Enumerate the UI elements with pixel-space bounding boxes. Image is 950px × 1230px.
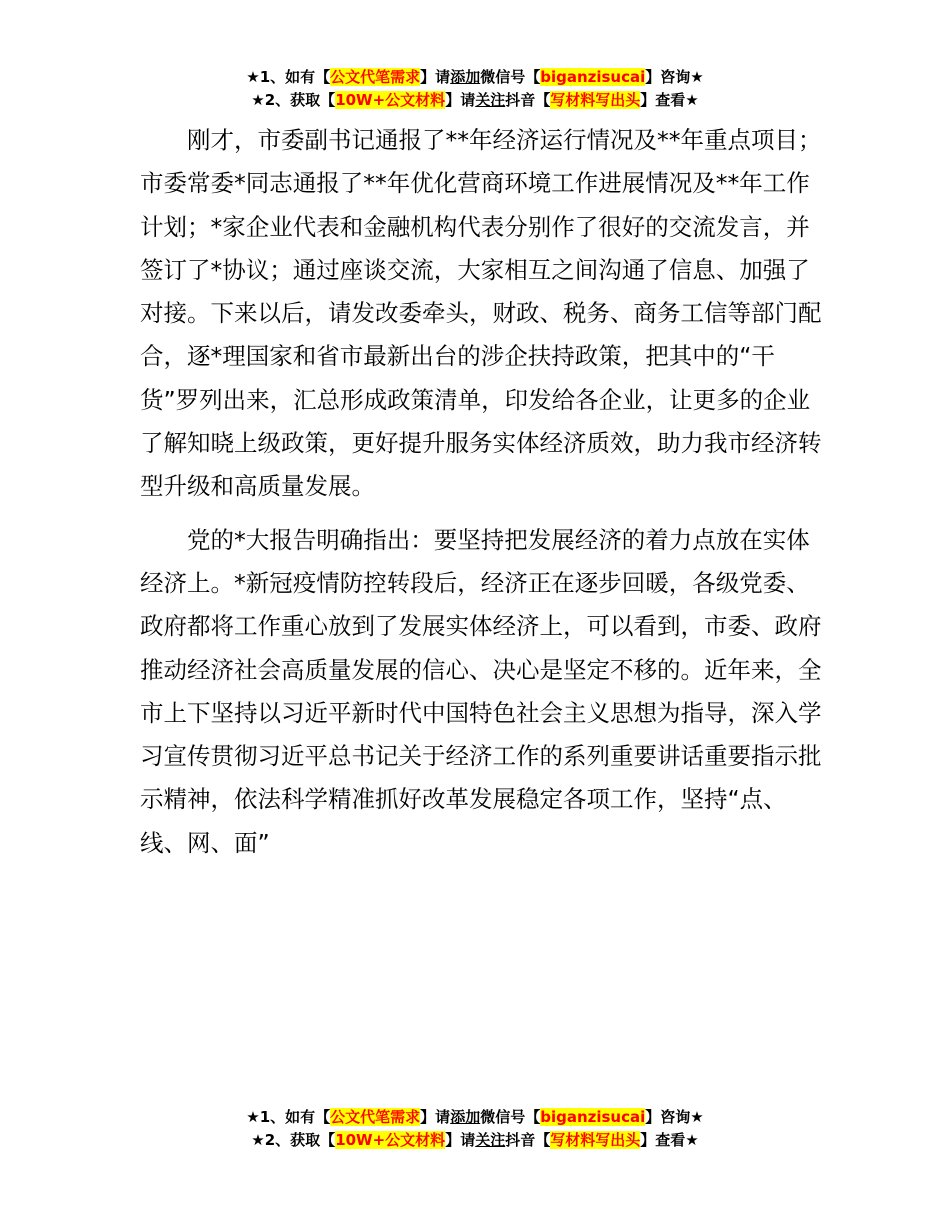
banner-highlight: 写材料写出头 xyxy=(550,91,641,109)
banner-emphasis: 关注 xyxy=(475,1131,506,1149)
banner-text: 】咨询★ xyxy=(645,68,704,86)
document-body xyxy=(140,119,830,865)
banner-highlight: biganzisucai xyxy=(540,1108,646,1126)
banner-emphasis: 添加 xyxy=(450,68,481,86)
paragraph-2: 党的*大报告明确指出：要坚持把发展经济的着力点放在实体经济上。*新冠疫情防控转段后，经济正在逐步回暖，各级党委、政府都将工作重心放到了发展实体经济上，可以看到，市委、政府推动经济社会高质量发展的信心、决心是坚定不移的。近年来，全市上下坚持以习近平新时代中国特色社会主义思想为指导，深入学习宣传贯彻习近平总书记关于经济工作的系列重要讲话重要指示批示精神，依法科学精准抓好改革发展稳定各项工作，坚持“点、线、网、面” xyxy=(140,525,822,857)
banner-text: 微信号【 xyxy=(480,68,541,86)
banner-text: 微信号【 xyxy=(480,1108,541,1126)
banner-emphasis: 添加 xyxy=(450,1108,481,1126)
banner-line-2 xyxy=(0,1129,950,1152)
banner-text: ★1、如有【 xyxy=(246,1108,331,1126)
banner-text: 】请 xyxy=(420,1108,451,1126)
banner-text: 】咨询★ xyxy=(645,1108,704,1126)
banner-line-1 xyxy=(0,66,950,89)
banner-highlight: 10W+公文材料 xyxy=(335,1131,446,1149)
banner-text: ★2、获取【 xyxy=(251,91,336,109)
banner-emphasis: 关注 xyxy=(475,91,506,109)
header-banner xyxy=(0,66,950,112)
paragraph-1: 刚才，市委副书记通报了**年经济运行情况及**年重点项目；市委常委*同志通报了**年优化营商环境工作进展情况及**年工作计划；*家企业代表和金融机构代表分别作了很好的交流发言，并签订了*协议；通过座谈交流，大家相互之间沟通了信息、加强了对接。下来以后，请发改委牵头，财政、税务、商务工信等部门配合，逐*理国家和省市最新出台的涉企扶持政策，把其中的“干货”罗列出来，汇总形成政策清单，印发给各企业，让更多的企业了解知晓上级政策，更好提升服务实体经济质效，助力我市经济转型升级和高质量发展。 xyxy=(140,126,822,501)
footer-banner xyxy=(0,1106,950,1152)
banner-line-1 xyxy=(0,1106,950,1129)
banner-text: 抖音【 xyxy=(505,1131,551,1149)
banner-highlight: 写材料写出头 xyxy=(550,1131,641,1149)
banner-text: 】查看★ xyxy=(640,1131,699,1149)
banner-text: 】请 xyxy=(445,91,476,109)
banner-line-2 xyxy=(0,89,950,112)
banner-text: ★1、如有【 xyxy=(246,68,331,86)
banner-text: ★2、获取【 xyxy=(251,1131,336,1149)
banner-text: 】请 xyxy=(420,68,451,86)
banner-highlight: 10W+公文材料 xyxy=(335,91,446,109)
banner-highlight: biganzisucai xyxy=(540,68,646,86)
banner-highlight: 公文代笔需求 xyxy=(330,68,421,86)
banner-text: 抖音【 xyxy=(505,91,551,109)
banner-text: 】请 xyxy=(445,1131,476,1149)
banner-highlight: 公文代笔需求 xyxy=(330,1108,421,1126)
banner-text: 】查看★ xyxy=(640,91,699,109)
